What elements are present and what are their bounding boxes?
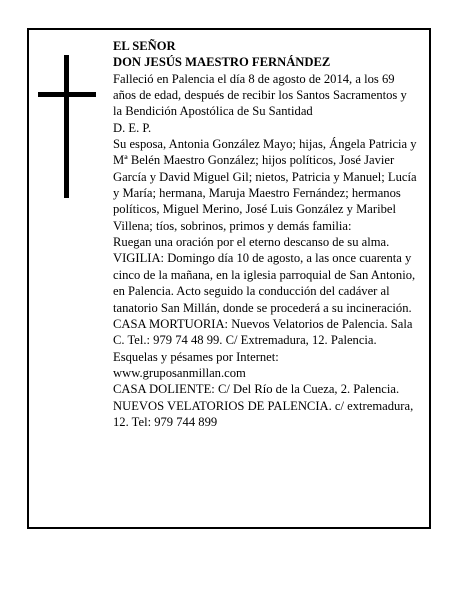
cross-icon: [38, 55, 96, 198]
cross-vertical-bar: [64, 55, 69, 198]
online-condolences-label: Esquelas y pésames por Internet:: [113, 349, 279, 364]
obituary-text: [113, 38, 418, 430]
vigil-details: VIGILIA: Domingo día 10 de agosto, a las once cuarenta y cinco de la mañana, en la iglesia parroquial de San Antonio, en Palencia. Acto seguido la conducción del cadáver al tanatorio San Millán, donde se procederá a su incineración.: [113, 251, 416, 315]
website-text: www.gruposanmillan.com: [113, 365, 246, 380]
family-list: Su esposa, Antonia González Mayo; hijas, Ángela Patricia y Mª Belén Maestro González; hijos políticos, José Javier García y David Miguel Gil; nietos, Patricia y Manuel; Lucía y María; hermana, Maruja Maestro Fernández; hermanos políticos, Miguel Merino, José Luis González y Maribel Villena; tíos, sobrinos, primos y demás familia:: [113, 137, 417, 233]
rest-in-peace: D. E. P.: [113, 120, 152, 135]
prayer-request: Ruegan una oración por el eterno descanso de su alma.: [113, 235, 390, 250]
family-home-details: CASA DOLIENTE: C/ Del Río de la Cueza, 2. Palencia.: [113, 382, 400, 397]
cross-horizontal-bar: [38, 92, 96, 97]
velatorios-contact: NUEVOS VELATORIOS DE PALENCIA. c/ extremadura, 12. Tel: 979 744 899: [113, 398, 414, 429]
heading-title: EL SEÑOR: [113, 39, 176, 53]
funeral-home-details: CASA MORTUORIA: Nuevos Velatorios de Palencia. Sala C. Tel.: 979 74 48 99. C/ Extremadura, 12. Palencia.: [113, 316, 413, 348]
death-announcement: Falleció en Palencia el día 8 de agosto de 2014, a los 69 años de edad, después de recibir los Santos Sacramentos y la Bendición Apostólica de Su Santidad: [113, 71, 407, 119]
deceased-name: DON JESÚS MAESTRO FERNÁNDEZ: [113, 55, 331, 70]
